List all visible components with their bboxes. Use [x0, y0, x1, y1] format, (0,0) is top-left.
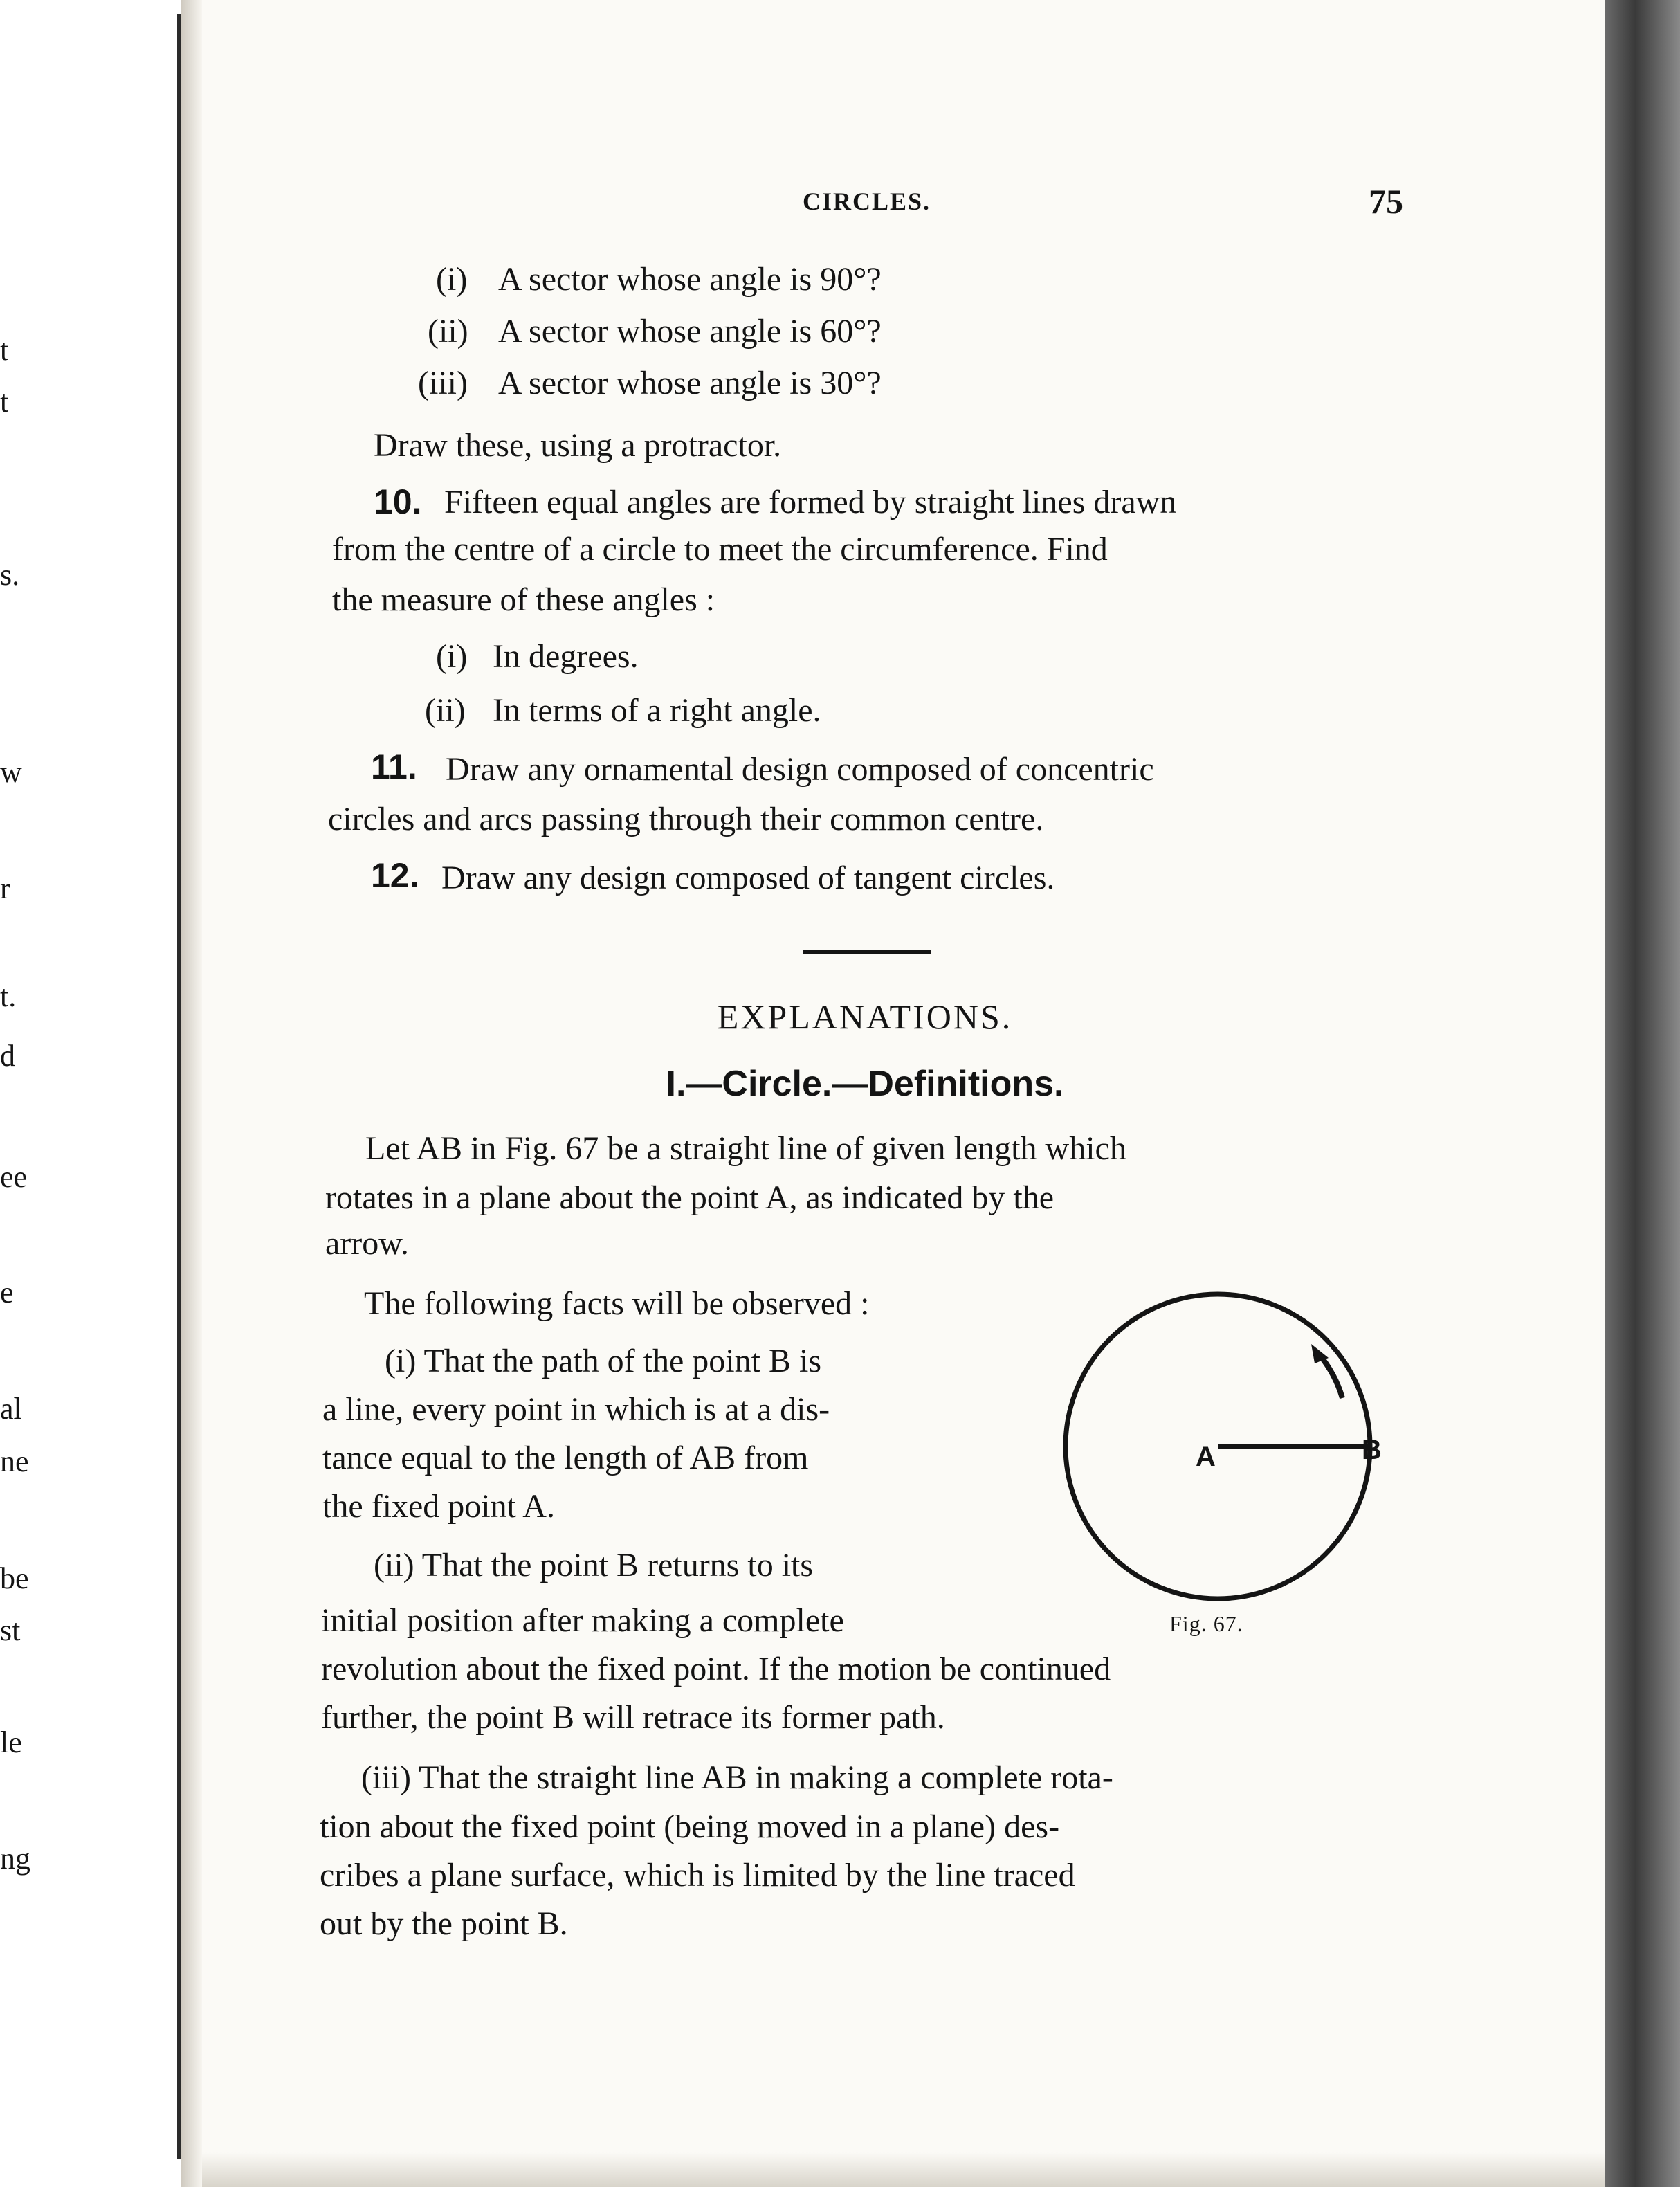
- exercise-10-line: Fifteen equal angles are formed by straight lines drawn: [444, 484, 1177, 520]
- exercise-9-item-label: (i): [436, 261, 468, 298]
- left-page-fragment: be: [0, 1561, 29, 1595]
- running-head: CIRCLES.: [803, 188, 931, 215]
- exercise-9-item-label: (iii): [418, 365, 468, 401]
- figure-caption: Fig. 67.: [1169, 1611, 1243, 1636]
- fact-ii-line: (ii) That the point B returns to its: [374, 1547, 814, 1583]
- exercise-10-item-text: In degrees.: [493, 638, 639, 675]
- left-page-fragment: t: [0, 385, 9, 419]
- fact-iii-line: (iii) That the straight line AB in making a complete rota-: [361, 1759, 1113, 1796]
- exercise-10-item-label: (ii): [425, 692, 466, 729]
- exercise-12-text: Draw any design composed of tangent circles.: [441, 860, 1055, 896]
- left-page-fragment: ng: [0, 1842, 30, 1876]
- fact-iii-line: cribes a plane surface, which is limited by the line traced: [320, 1857, 1075, 1894]
- left-page-fragment: ne: [0, 1444, 29, 1478]
- point-a-label: A: [1196, 1442, 1216, 1472]
- figure-67: [1052, 1280, 1412, 1640]
- fact-ii-line: further, the point B will retrace its former path.: [321, 1699, 945, 1736]
- fact-iii-line: tion about the fixed point (being moved in a plane) des-: [320, 1808, 1060, 1845]
- fact-i-line: tance equal to the length of AB from: [322, 1440, 809, 1476]
- left-page-fragment: al: [0, 1392, 22, 1426]
- left-page-fragment: d: [0, 1039, 15, 1073]
- left-page-fragment: e: [0, 1276, 14, 1309]
- left-page-fragment: t.: [0, 979, 17, 1013]
- exercise-number: 10.: [374, 482, 422, 521]
- intro-line: rotates in a plane about the point A, as indicated by the: [325, 1179, 1054, 1216]
- page-bottom-edge: [202, 2152, 1605, 2187]
- explanations-heading: EXPLANATIONS.: [717, 997, 1013, 1036]
- left-page-fragment: le: [0, 1725, 22, 1759]
- exercise-9-item-text: A sector whose angle is 60°?: [498, 313, 882, 350]
- fact-ii-line: initial position after making a complete: [321, 1602, 844, 1639]
- exercise-9-item-label: (ii): [428, 313, 468, 350]
- fact-ii-line: revolution about the fixed point. If the motion be continued: [321, 1651, 1111, 1687]
- left-page-fragment: w: [0, 755, 22, 789]
- exercise-9-item-text: A sector whose angle is 30°?: [498, 365, 882, 401]
- left-page-fragment: ee: [0, 1160, 28, 1194]
- exercise-10-line: the measure of these angles :: [332, 581, 715, 618]
- page-number: 75: [1369, 182, 1403, 221]
- exercise-10-item-label: (i): [436, 638, 468, 675]
- exercise-11-line: Draw any ornamental design composed of concentric: [446, 751, 1154, 788]
- fact-i-line: the fixed point A.: [322, 1488, 555, 1525]
- exercise-10-line: from the centre of a circle to meet the circumference. Find: [332, 531, 1108, 568]
- fact-i-line: a line, every point in which is at a dis-: [322, 1391, 830, 1428]
- left-page-fragment: t: [0, 333, 9, 367]
- fact-iii-line: out by the point B.: [320, 1905, 568, 1942]
- section-title: I.—Circle.—Definitions.: [666, 1064, 1064, 1104]
- exercise-11-line: circles and arcs passing through their common centre.: [328, 801, 1044, 837]
- intro-line: arrow.: [325, 1225, 409, 1262]
- section-divider: [803, 950, 931, 954]
- fact-i-line: (i) That the path of the point B is: [385, 1343, 822, 1379]
- exercise-9-item-text: A sector whose angle is 90°?: [498, 261, 882, 298]
- exercise-10-item-text: In terms of a right angle.: [493, 692, 821, 729]
- exercise-number: 12.: [371, 856, 419, 895]
- point-b-label: B: [1362, 1435, 1382, 1465]
- exercise-9-instruction: Draw these, using a protractor.: [374, 427, 782, 464]
- left-page-fragment: r: [0, 871, 10, 905]
- exercise-number: 11.: [371, 747, 417, 786]
- left-page-fragment: st: [0, 1613, 21, 1647]
- intro-line: Let AB in Fig. 67 be a straight line of given length which: [365, 1130, 1126, 1167]
- observed-line: The following facts will be observed :: [364, 1285, 870, 1322]
- left-page-fragment: s.: [0, 558, 20, 592]
